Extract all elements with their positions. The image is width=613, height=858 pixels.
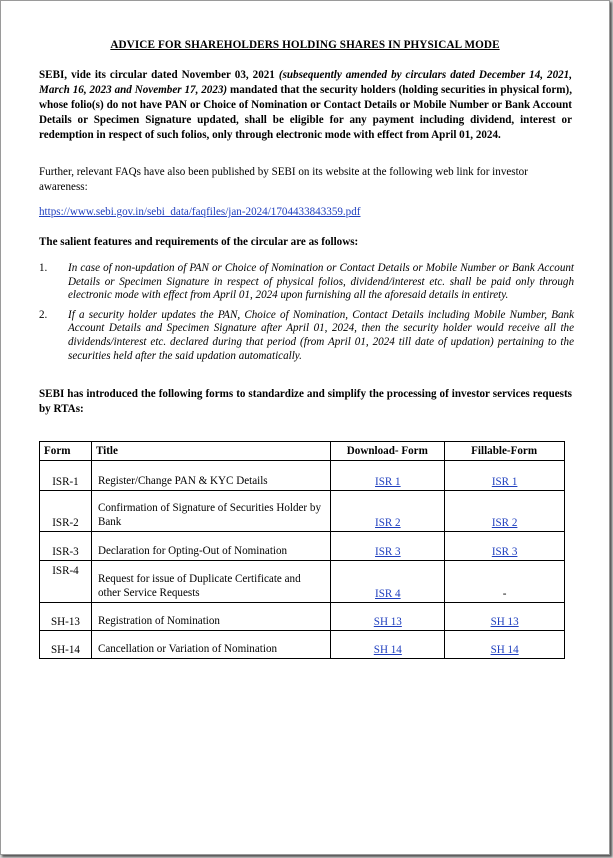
download-form-link[interactable]: ISR 1 <box>375 476 401 488</box>
circular-amendments-text: (subsequently amended by circulars dated December 14, 2021, March 16, 2023 and November 17, 2023) <box>39 69 572 96</box>
download-form-link[interactable]: ISR 3 <box>375 546 401 558</box>
column-header-form: Form <box>40 442 92 461</box>
column-header-download: Download- Form <box>331 442 445 461</box>
sebi-circular-paragraph <box>39 68 572 143</box>
document-heading: ADVICE FOR SHAREHOLDERS HOLDING SHARES IN PHYSICAL MODE <box>110 39 500 51</box>
faq-paragraph: Further, relevant FAQs have also been published by SEBI on its website at the following web link for investor awareness: <box>39 166 528 193</box>
download-cell <box>331 603 445 631</box>
fillable-cell <box>445 461 565 491</box>
download-cell <box>331 532 445 561</box>
list-item-text: In case of non-updation of PAN or Choice of Nomination or Contact Details or Mobile Number or Bank Account Details or Specimen Signature in respect of physical folios, dividend/interest etc. shall be paid only through electronic mode with effect from April 01, 2024 upon furnishing all the aforesaid details in entirety. <box>68 262 574 302</box>
table-header-row <box>40 442 565 461</box>
faq-link[interactable]: https://www.sebi.gov.in/sebi_data/faqfiles/jan-2024/1704433843359.pdf <box>39 206 361 218</box>
fillable-cell <box>445 532 565 561</box>
column-header-title: Title <box>91 442 330 461</box>
table-row <box>40 561 565 603</box>
download-cell <box>331 461 445 491</box>
fillable-form-link[interactable]: ISR 3 <box>491 546 518 558</box>
form-code: ISR-2 <box>40 491 92 532</box>
fillable-form-link[interactable]: SH 14 <box>490 644 519 656</box>
fillable-cell <box>445 631 565 659</box>
form-title: Register/Change PAN & KYC Details <box>91 461 330 491</box>
circular-mandate-text: mandated that the security holders (holding securities in physical form), whose folio(s) do not have PAN or Choice of Nomination or Contact Details or Mobile Number or Bank Account Details or Specimen Signature updated, shall be eligible for any payment including dividend, interest or redemption in respect of such folios, only through electronic mode with effect from April 01, 2024. <box>39 84 572 141</box>
form-title: Cancellation or Variation of Nomination <box>91 631 330 659</box>
list-item <box>39 262 574 303</box>
fillable-cell <box>445 491 565 532</box>
form-code: SH-14 <box>40 631 92 659</box>
form-code: ISR-1 <box>40 461 92 491</box>
table-row <box>40 631 565 659</box>
list-item <box>39 309 574 363</box>
list-item-number: 2. <box>39 308 48 321</box>
download-form-link[interactable]: ISR 4 <box>375 588 401 600</box>
form-title: Confirmation of Signature of Securities Holder by Bank <box>91 491 330 532</box>
form-code: ISR-3 <box>40 532 92 561</box>
table-row <box>40 461 565 491</box>
table-row <box>40 491 565 532</box>
form-title: Declaration for Opting-Out of Nomination <box>91 532 330 561</box>
download-cell <box>331 561 445 603</box>
fillable-form-link[interactable]: ISR 1 <box>491 476 518 488</box>
fillable-cell <box>445 561 565 603</box>
features-list <box>39 262 574 363</box>
form-title: Registration of Nomination <box>91 603 330 631</box>
features-heading: The salient features and requirements of the circular are as follows: <box>39 236 359 248</box>
download-cell <box>331 491 445 532</box>
table-row <box>40 603 565 631</box>
download-form-link[interactable]: SH 13 <box>373 616 402 628</box>
form-title: Request for issue of Duplicate Certificate and other Service Requests <box>91 561 330 603</box>
list-item-text: If a security holder updates the PAN, Choice of Nomination, Contact Details including Mobile Number, Bank Account Details and Specimen Signature after April 01, 2024, then the security holder would receive all the dividends/interest etc. declared during that period (from April 01, 2024 till date of updation) pertaining to the securities held after the said updation automatically. <box>68 308 574 362</box>
download-form-link[interactable]: ISR 2 <box>375 517 401 529</box>
circular-lead-text: SEBI, vide its circular dated November 03, 2021 <box>39 69 279 81</box>
table-row <box>40 532 565 561</box>
form-code: ISR-4 <box>40 561 92 603</box>
column-header-fillable: Fillable-Form <box>445 442 565 461</box>
list-item-number: 1. <box>39 262 48 274</box>
download-form-link[interactable]: SH 14 <box>373 644 402 656</box>
form-code: SH-13 <box>40 603 92 631</box>
fillable-form-link[interactable]: ISR 2 <box>491 517 518 529</box>
fillable-form-link[interactable]: SH 13 <box>490 616 519 628</box>
fillable-form-unavailable: - <box>502 588 507 600</box>
fillable-cell <box>445 603 565 631</box>
forms-table <box>39 441 565 659</box>
forms-intro: SEBI has introduced the following forms to standardize and simplify the processing of investor services requests by RTAs: <box>39 388 572 415</box>
download-cell <box>331 631 445 659</box>
